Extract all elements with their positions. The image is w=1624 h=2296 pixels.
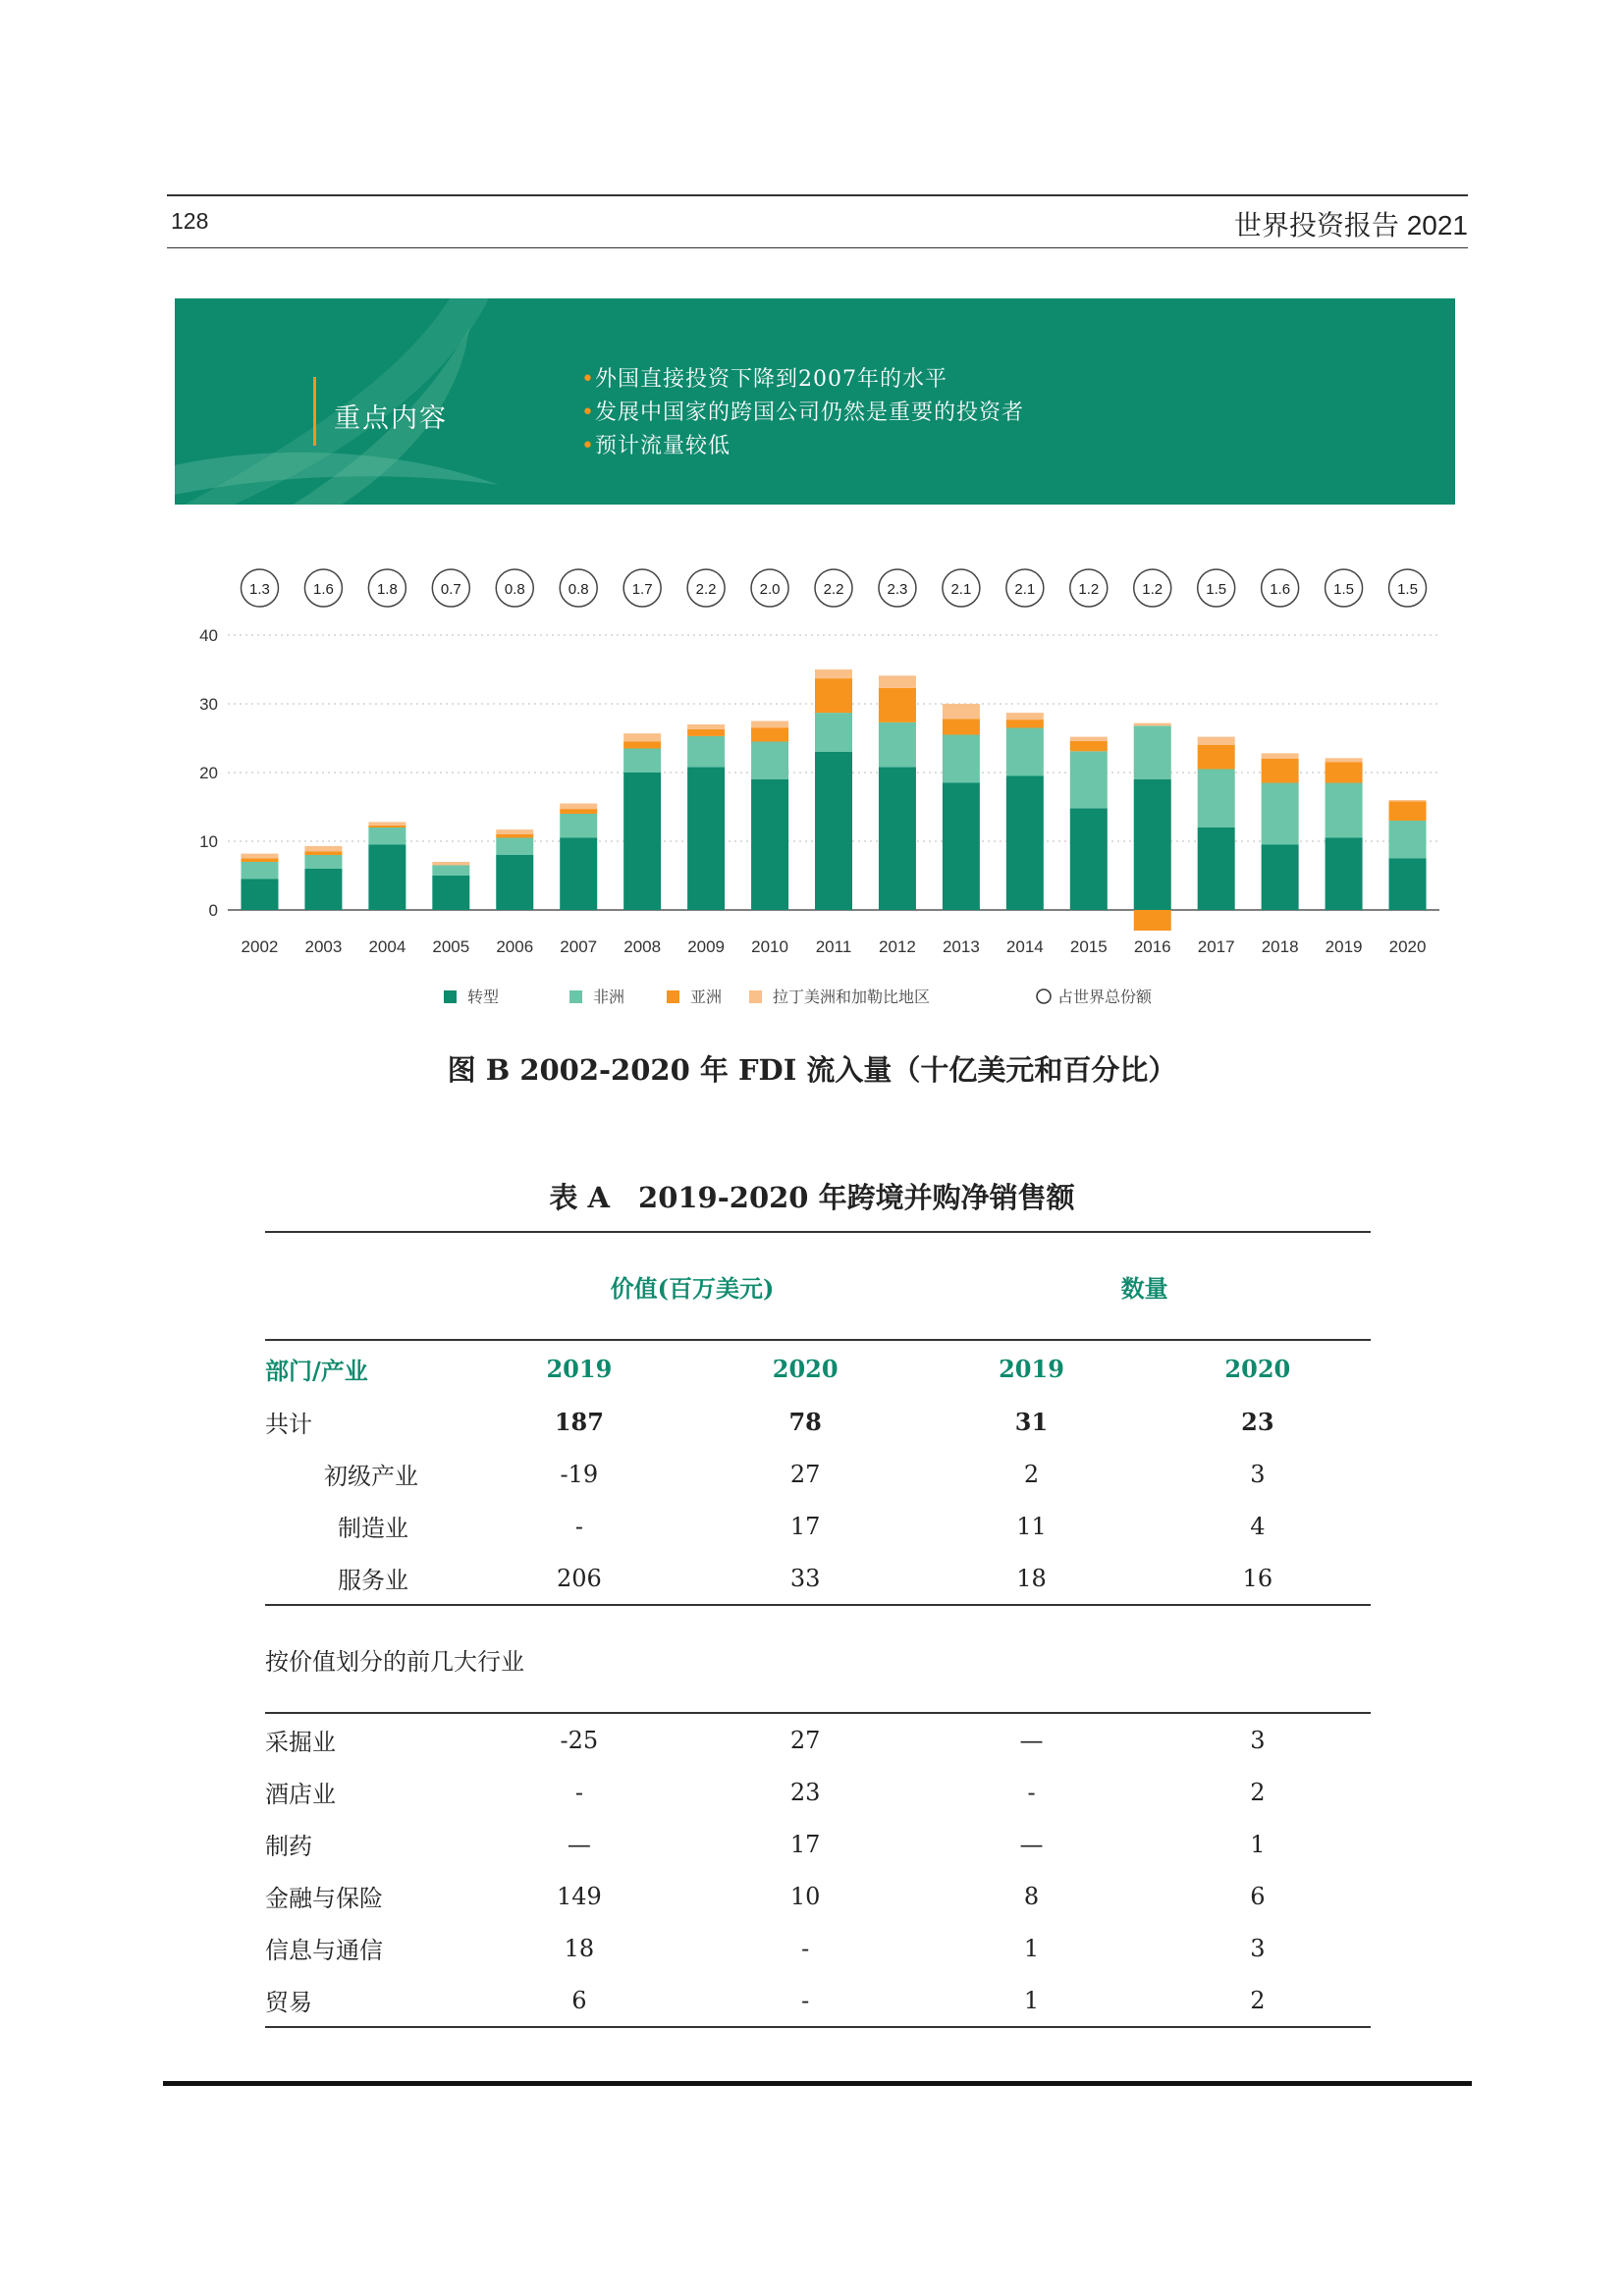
bar-segment bbox=[943, 783, 980, 911]
table-row: 制药 — 17 — 1 bbox=[265, 1830, 1266, 1860]
page-header bbox=[167, 194, 1468, 248]
page-number: 128 bbox=[171, 208, 209, 234]
bar-segment bbox=[1262, 845, 1299, 911]
world-share-label: 1.5 bbox=[1397, 581, 1418, 598]
world-share-label: 2.0 bbox=[759, 581, 781, 598]
x-tick-label: 2005 bbox=[432, 937, 470, 956]
col-header-sector: 部门/产业 bbox=[265, 1340, 466, 1396]
bar-segment bbox=[623, 773, 661, 910]
world-share-label: 1.5 bbox=[1333, 581, 1355, 598]
section-title-row bbox=[265, 1605, 1371, 1713]
banner-bullets bbox=[581, 363, 1024, 463]
world-share-label: 2.2 bbox=[823, 581, 844, 598]
world-share-label: 0.8 bbox=[504, 581, 525, 598]
world-share-label: 1.5 bbox=[1206, 581, 1227, 598]
world-share-label: 1.3 bbox=[249, 581, 270, 598]
table-row: 初级产业 -19 27 2 3 bbox=[324, 1460, 1266, 1490]
bar-segment bbox=[1070, 751, 1108, 808]
world-share-label: 1.2 bbox=[1142, 581, 1164, 598]
x-tick-label: 2003 bbox=[304, 937, 343, 956]
x-tick-label: 2004 bbox=[368, 937, 406, 956]
bar-segment bbox=[496, 834, 533, 838]
col-header-value-2019: 2019 bbox=[466, 1340, 692, 1396]
bar-segment bbox=[687, 767, 725, 910]
legend-swatch bbox=[444, 990, 457, 1003]
x-tick-label: 2016 bbox=[1133, 937, 1171, 956]
bar-segment bbox=[1262, 783, 1299, 845]
bar-segment bbox=[879, 675, 916, 688]
world-share-label: 1.6 bbox=[1270, 581, 1291, 598]
count-group-header: 数量 bbox=[918, 1232, 1371, 1340]
bar-segment bbox=[623, 733, 661, 741]
bar-segment bbox=[751, 779, 788, 910]
world-share-label: 0.8 bbox=[568, 581, 589, 598]
bar-segment bbox=[815, 713, 852, 752]
legend-label: 转型 bbox=[467, 988, 500, 1006]
banner-bullet: •发展中国家的跨国公司仍然是重要的投资者 bbox=[581, 400, 1024, 425]
world-share-label: 1.8 bbox=[376, 581, 398, 598]
bar-segment bbox=[687, 736, 725, 768]
bar-segment bbox=[943, 735, 980, 783]
legend-label: 占世界总份额 bbox=[1057, 988, 1153, 1006]
legend-swatch bbox=[667, 990, 679, 1003]
world-share-label: 1.6 bbox=[312, 581, 334, 598]
bar-segment bbox=[879, 722, 916, 768]
col-header-value-2020: 2020 bbox=[692, 1340, 918, 1396]
y-tick-label: 0 bbox=[208, 901, 218, 920]
value-group-header: 价值(百万美元) bbox=[466, 1232, 919, 1340]
bar-segment bbox=[1134, 723, 1171, 726]
bar-segment bbox=[1198, 737, 1235, 745]
bar-segment bbox=[432, 866, 469, 877]
bar-segment bbox=[368, 828, 406, 845]
bar-segment bbox=[1070, 737, 1108, 741]
table-row: 酒店业 - 23 - 2 bbox=[265, 1778, 1266, 1808]
bar-segment bbox=[560, 814, 597, 838]
bar-segment bbox=[1326, 838, 1363, 911]
bar-segment bbox=[1389, 801, 1427, 821]
bar-segment bbox=[623, 749, 661, 774]
bar-segment bbox=[1198, 828, 1235, 910]
bar-segment bbox=[432, 862, 469, 866]
y-tick-label: 40 bbox=[199, 626, 218, 645]
y-tick-label: 30 bbox=[199, 695, 218, 714]
bar-segment bbox=[879, 767, 916, 910]
col-header-count-2019: 2019 bbox=[918, 1340, 1144, 1396]
bar-segment bbox=[1326, 763, 1363, 783]
x-tick-label: 2006 bbox=[496, 937, 534, 956]
bar-segment bbox=[1134, 779, 1171, 910]
section-title: 按价值划分的前几大行业 bbox=[265, 1605, 1371, 1713]
bar-segment bbox=[368, 845, 406, 911]
bar-segment bbox=[815, 669, 852, 678]
bar-segment bbox=[1262, 753, 1299, 759]
bar-segment bbox=[304, 846, 342, 852]
bar-segment bbox=[560, 804, 597, 810]
bar-segment bbox=[560, 809, 597, 814]
bar-segment bbox=[368, 826, 406, 828]
world-share-label: 2.3 bbox=[887, 581, 908, 598]
table-row: 贸易 6 - 1 2 bbox=[265, 1974, 1371, 2027]
bar-segment bbox=[1070, 741, 1108, 752]
bar-segment bbox=[1389, 859, 1427, 911]
x-tick-label: 2015 bbox=[1069, 937, 1108, 956]
col-header-count-2020: 2020 bbox=[1145, 1340, 1371, 1396]
bar-segment bbox=[1134, 910, 1171, 931]
bar-segment bbox=[751, 742, 788, 780]
bar-segment bbox=[560, 838, 597, 911]
x-tick-label: 2011 bbox=[815, 937, 852, 956]
bar-segment bbox=[1389, 800, 1427, 801]
world-share-label: 1.2 bbox=[1078, 581, 1100, 598]
group-header-row bbox=[265, 1232, 1371, 1340]
bar-segment bbox=[623, 742, 661, 749]
footer-rule bbox=[163, 2081, 1472, 2086]
bar-segment bbox=[1198, 770, 1235, 828]
bar-segment bbox=[304, 852, 342, 856]
bar-segment bbox=[368, 822, 406, 826]
bar-segment bbox=[1262, 759, 1299, 783]
column-header-row bbox=[265, 1340, 1371, 1396]
world-share-label: 2.2 bbox=[695, 581, 717, 598]
bar-segment bbox=[304, 869, 342, 910]
bar-segment bbox=[815, 752, 852, 910]
bar-segment bbox=[1326, 758, 1363, 762]
bar-segment bbox=[1389, 821, 1427, 859]
bar-segment bbox=[241, 859, 278, 863]
bar-segment bbox=[1070, 808, 1108, 910]
x-tick-label: 2018 bbox=[1261, 937, 1299, 956]
table-caption: 表 A 2019-2020 年跨境并购净销售额 bbox=[549, 1181, 1075, 1214]
x-tick-label: 2008 bbox=[623, 937, 662, 956]
x-tick-label: 2002 bbox=[241, 937, 279, 956]
legend-circle-icon bbox=[1037, 989, 1051, 1003]
legend-swatch bbox=[569, 990, 582, 1003]
total-row: 共计 187 78 31 23 bbox=[265, 1408, 1274, 1438]
table-row: 采掘业 -25 27 — 3 bbox=[265, 1726, 1266, 1756]
table-row: 金融与保险 149 10 8 6 bbox=[265, 1882, 1266, 1912]
bar-segment bbox=[815, 678, 852, 713]
bar-segment bbox=[1326, 783, 1363, 838]
bar-segment bbox=[943, 704, 980, 719]
table-row: 信息与通信 18 - 1 3 bbox=[265, 1934, 1266, 1964]
table-row: 服务业 206 33 18 16 bbox=[265, 1552, 1371, 1605]
bar-segment bbox=[1006, 720, 1044, 727]
world-share-label: 1.7 bbox=[631, 581, 653, 598]
bar-segment bbox=[241, 880, 278, 911]
legend-label: 拉丁美洲和加勒比地区 bbox=[773, 988, 931, 1006]
banner-accent-bar bbox=[313, 377, 316, 446]
x-tick-label: 2014 bbox=[1005, 937, 1044, 956]
legend-label: 非洲 bbox=[593, 988, 625, 1006]
table-row: 制造业 - 17 11 4 bbox=[338, 1512, 1266, 1542]
bar-segment bbox=[879, 688, 916, 722]
x-tick-label: 2020 bbox=[1388, 937, 1427, 956]
bar-segment bbox=[943, 719, 980, 734]
bar-segment bbox=[751, 721, 788, 728]
bar-segment bbox=[751, 728, 788, 742]
banner-bullet: •外国直接投资下降到2007年的水平 bbox=[581, 367, 947, 392]
bar-segment bbox=[496, 855, 533, 910]
x-tick-label: 2017 bbox=[1197, 937, 1235, 956]
world-share-label: 0.7 bbox=[440, 581, 461, 598]
y-tick-label: 20 bbox=[199, 764, 218, 782]
bar-segment bbox=[496, 829, 533, 834]
bar-segment bbox=[687, 729, 725, 736]
bar-segment bbox=[304, 855, 342, 869]
banner-bullet: •预计流量较低 bbox=[581, 434, 731, 458]
bar-segment bbox=[241, 854, 278, 859]
bar-segment bbox=[496, 838, 533, 856]
bar-segment bbox=[432, 876, 469, 910]
x-tick-label: 2012 bbox=[879, 937, 916, 956]
bar-segment bbox=[1006, 713, 1044, 720]
key-points-banner bbox=[175, 298, 1455, 505]
x-tick-label: 2013 bbox=[942, 937, 980, 956]
figure-caption: 图 B 2002-2020 年 FDI 流入量（十亿美元和百分比） bbox=[447, 1053, 1177, 1087]
y-tick-label: 10 bbox=[199, 832, 218, 851]
world-share-label: 2.1 bbox=[950, 581, 972, 598]
fdi-inflows-chart bbox=[167, 550, 1463, 1021]
banner-title: 重点内容 bbox=[334, 403, 448, 434]
bar-segment bbox=[1006, 776, 1044, 911]
bar-segment bbox=[1198, 745, 1235, 770]
x-tick-label: 2019 bbox=[1325, 937, 1363, 956]
x-tick-label: 2009 bbox=[687, 937, 726, 956]
bar-segment bbox=[1006, 728, 1044, 776]
bar-segment bbox=[687, 724, 725, 729]
legend-label: 亚洲 bbox=[690, 988, 723, 1006]
x-tick-label: 2007 bbox=[560, 937, 598, 956]
legend-swatch bbox=[749, 990, 762, 1003]
mna-sales-table bbox=[265, 1231, 1371, 2028]
bar-segment bbox=[1134, 725, 1171, 779]
world-share-label: 2.1 bbox=[1014, 581, 1036, 598]
bar-segment bbox=[241, 862, 278, 880]
report-title: 世界投资报告 2021 bbox=[1233, 210, 1468, 240]
x-tick-label: 2010 bbox=[751, 937, 788, 956]
